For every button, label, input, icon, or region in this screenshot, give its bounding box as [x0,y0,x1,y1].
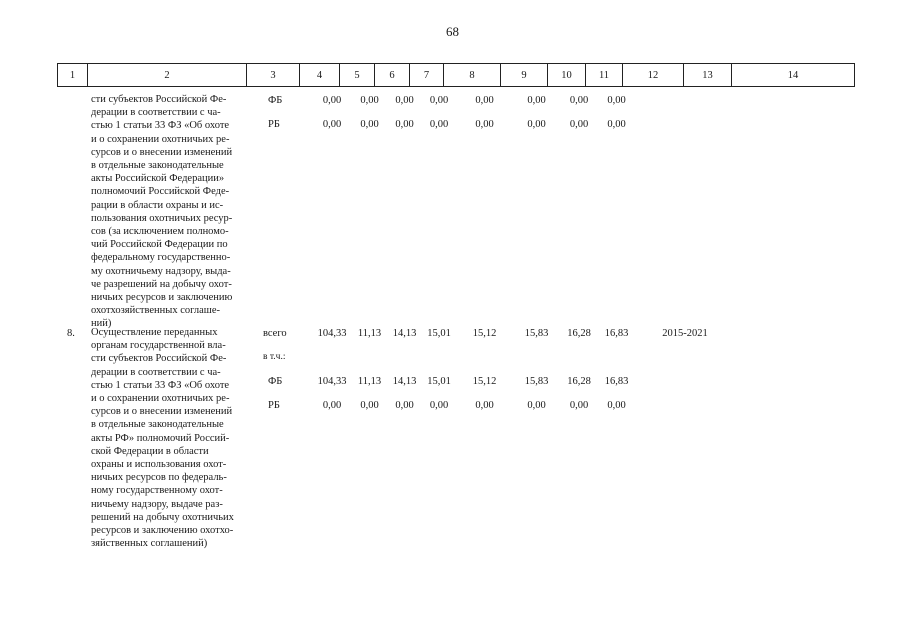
value-cell: 11,13 [357,328,382,339]
value-cell: 0,00 [527,119,546,130]
value-cell: 0,00 [527,95,546,106]
value-cell: 16,83 [604,376,629,387]
value-cell: 0,00 [429,400,449,411]
desc-line: му охотничьему надзору, выда- [91,265,231,277]
value-cell: 15,12 [472,328,497,339]
value-cell: 14,13 [392,376,417,387]
value-cell: 15,01 [427,328,451,339]
value-cell: 15,83 [524,376,549,387]
desc-line: че разрешений на добычу охот- [91,278,232,290]
desc-line: пользования охотничьих ресур- [91,212,233,224]
value-cell: 0,00 [395,400,414,411]
desc-line: сти субъектов Российской Фе- [91,353,227,365]
value-cell: 16,28 [567,328,591,339]
col-header-13: 13 [684,64,732,87]
value-cell: 0,00 [475,95,494,106]
desc-line: в отдельные законодательные [91,419,224,431]
value-cell: 15,83 [524,328,549,339]
desc-line: сурсов и о внесении изменений [91,406,233,418]
value-cell: 0,00 [527,400,546,411]
desc-line: ничьих ресурсов и заключению [91,292,233,304]
value-cell: 14,13 [392,328,417,339]
desc-line: и о сохранении охотничьих ре- [91,133,230,145]
col-header-1: 1 [58,64,88,87]
value-cell: 0,00 [607,119,626,130]
desc-line: рации в области охраны и ис- [91,199,224,211]
desc-line: ресурсов и заключению охотхо- [91,525,234,537]
desc-line: стью 1 статьи 33 ФЗ «Об охоте [91,120,230,132]
desc-line: Осуществление переданных [91,327,218,338]
value-cell: 0,00 [322,119,342,130]
col-header-4: 4 [300,64,340,87]
value-cell: 0,00 [395,95,414,106]
value-cell: 11,13 [357,376,382,387]
desc-line: ничьих ресурсов по федераль- [91,472,227,484]
desc-line: органам государственной вла- [91,340,226,352]
including-label: в т.ч.: [263,352,286,362]
desc-line: и о сохранении охотничьих ре- [91,393,230,405]
value-cell: 0,00 [395,119,414,130]
desc-line: федеральному государственно- [91,252,231,264]
desc-line: стью 1 статьи 33 ФЗ «Об охоте [91,379,230,391]
page-number: 68 [446,24,459,39]
value-cell: 15,12 [472,376,497,387]
row-prev-description [91,93,254,331]
desc-line: сурсов и о внесении изменений [91,146,233,158]
desc-line: дерации в соответствии с ча- [91,107,221,119]
value-cell: 0,00 [475,119,494,130]
value-cell: 0,00 [475,400,494,411]
col-header-6: 6 [375,64,410,87]
value-cell: 0,00 [360,400,379,411]
value-cell: 0,00 [322,95,342,106]
source-label: ФБ [268,376,283,387]
value-cell: 0,00 [607,400,626,411]
value-cell: 15,01 [427,376,451,387]
col-header-14: 14 [732,64,855,87]
value-cell: 0,00 [360,119,379,130]
row8-description [91,326,254,550]
desc-line: охраны и использования охот- [91,459,227,471]
desc-line: в отдельные законодательные [91,160,224,172]
value-cell: 0,00 [569,119,589,130]
desc-line: чий Российской Федерации по [91,239,228,251]
desc-line: дерации в соответствии с ча- [91,366,221,378]
source-label: РБ [268,400,280,411]
col-header-8: 8 [444,64,501,87]
desc-line: акты Российской Федерации» [91,173,225,185]
value-cell: 0,00 [322,400,342,411]
desc-line: зяйственных соглашений) [91,538,208,550]
row-number: 8. [67,328,75,339]
col-header-10: 10 [548,64,586,87]
value-cell: 0,00 [569,400,589,411]
column-header-row [57,63,855,87]
col-header-12: 12 [623,64,684,87]
value-cell: 0,00 [607,95,626,106]
value-cell: 16,83 [604,328,629,339]
value-cell: 0,00 [429,95,449,106]
desc-line: ничьему надзору, выдаче раз- [91,498,223,510]
col-header-7: 7 [410,64,444,87]
desc-line: сти субъектов Российской Фе- [91,94,227,105]
desc-line: охотхозяйственных соглаше- [91,305,221,317]
source-label: РБ [268,119,280,130]
desc-line: решений на добычу охотничьих [91,511,234,523]
source-label: ФБ [268,95,283,106]
period-cell: 2015-2021 [662,328,708,339]
value-cell: 0,00 [429,119,449,130]
value-cell: 0,00 [360,95,379,106]
desc-line: полномочий Российской Феде- [91,186,230,198]
value-cell: 16,28 [567,376,591,387]
desc-line: акты РФ» полномочий Россий- [91,432,230,444]
desc-line: сов (за исключением полномо- [91,226,229,238]
total-label: всего [263,328,287,339]
desc-line: ской Федерации в области [91,445,209,457]
desc-line: ний) [91,318,112,330]
value-cell: 104,33 [317,376,347,387]
value-cell: 104,33 [317,328,347,339]
value-cell: 0,00 [569,95,589,106]
col-header-5: 5 [340,64,375,87]
col-header-2: 2 [88,64,247,87]
col-header-3: 3 [247,64,300,87]
desc-line: ному государственному охот- [91,485,223,497]
col-header-11: 11 [586,64,623,87]
col-header-9: 9 [501,64,548,87]
